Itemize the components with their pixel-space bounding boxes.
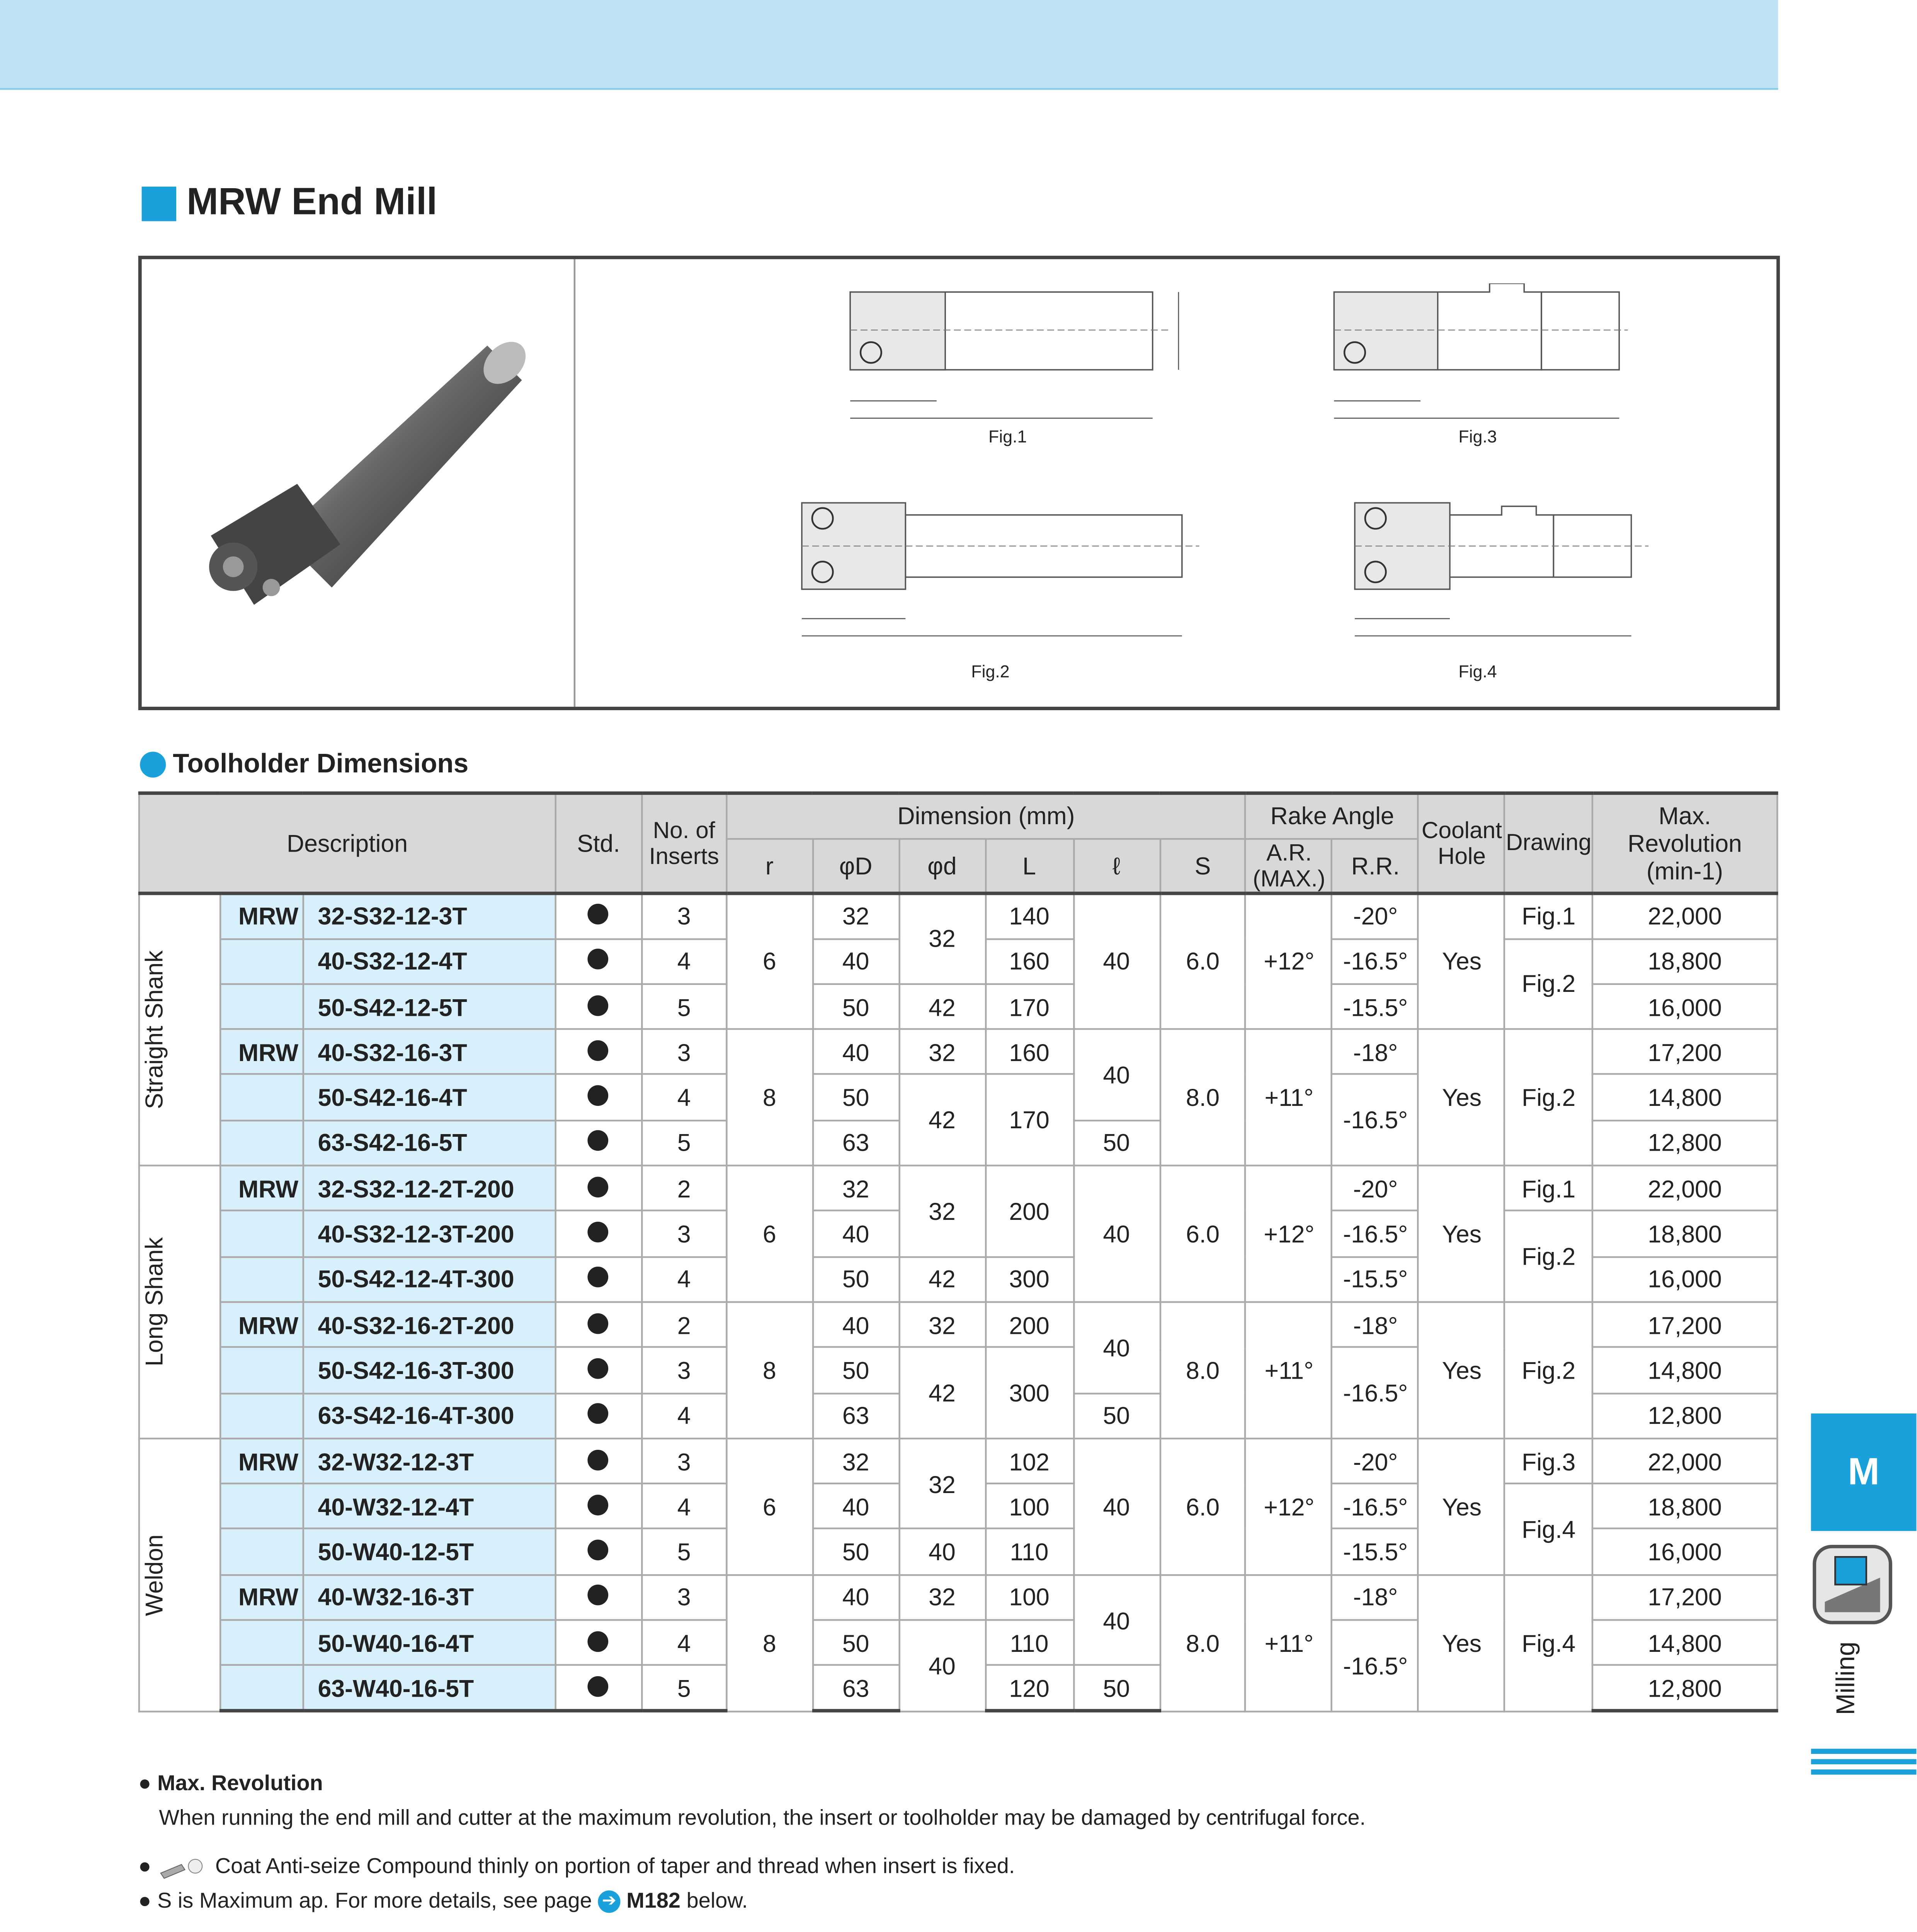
cell-D: 50: [813, 1075, 899, 1121]
col-ar-l2: (MAX.): [1253, 865, 1325, 891]
cell-inserts: 3: [642, 1211, 726, 1257]
col-ar: [1246, 838, 1332, 893]
std-dot: [588, 904, 609, 925]
note-s-max-ref[interactable]: M182: [626, 1888, 681, 1913]
std-dot: [588, 1449, 609, 1470]
cell-D: 40: [813, 1029, 899, 1075]
drawing-fig1: [833, 283, 1248, 456]
cell-rev: 16,000: [1592, 984, 1778, 1029]
cell-D: 32: [813, 1438, 899, 1484]
row-code: 50-W40-16-4T: [303, 1620, 556, 1666]
cell-inserts: 5: [642, 1529, 726, 1575]
cell-ar: +11°: [1246, 1029, 1332, 1166]
std-mark: [555, 1166, 641, 1211]
cell-d: 32: [899, 893, 985, 984]
cell-rev: 14,800: [1592, 1347, 1778, 1393]
series-blank: [220, 1665, 303, 1711]
std-mark: [555, 1438, 641, 1484]
cell-l: 40: [1073, 1029, 1160, 1120]
cell-rev: 22,000: [1592, 893, 1778, 939]
series-blank: [220, 1347, 303, 1393]
cell-D: 63: [813, 1665, 899, 1711]
header-band: [0, 0, 1778, 90]
std-mark: [555, 984, 641, 1029]
cell-D: 40: [813, 1575, 899, 1620]
cell-D: 32: [813, 893, 899, 939]
cell-D: 32: [813, 1166, 899, 1211]
cell-S: 8.0: [1160, 1575, 1246, 1711]
group-straight-label: Straight Shank: [140, 950, 168, 1109]
cell-drawing: Fig.4: [1505, 1575, 1592, 1711]
cell-d: 42: [899, 1257, 985, 1302]
note-s-max-text: S is Maximum ap. For more details, see page: [157, 1888, 592, 1913]
cell-coolant: Yes: [1419, 1029, 1505, 1166]
cell-rev: 14,800: [1592, 1075, 1778, 1121]
col-coolant-l1: Coolant: [1421, 817, 1502, 843]
std-mark: [555, 1484, 641, 1529]
cell-d: 32: [899, 1575, 985, 1620]
cell-d: 42: [899, 1075, 985, 1166]
cell-L: 110: [985, 1529, 1073, 1575]
cell-S: 8.0: [1160, 1029, 1246, 1166]
cell-inserts: 4: [642, 1075, 726, 1121]
cell-L: 300: [985, 1347, 1073, 1438]
series-label: MRW: [220, 1029, 303, 1075]
std-dot: [588, 1222, 609, 1243]
std-dot: [588, 1403, 609, 1424]
cell-ar: +11°: [1246, 1575, 1332, 1711]
col-rake-angle: Rake Angle: [1246, 793, 1419, 839]
cell-L: 160: [985, 1029, 1073, 1075]
std-mark: [555, 1211, 641, 1257]
cell-L: 102: [985, 1438, 1073, 1484]
cell-coolant: Yes: [1419, 1438, 1505, 1575]
cell-rr: -15.5°: [1332, 984, 1419, 1029]
std-dot: [588, 1585, 609, 1606]
cell-rr: -15.5°: [1332, 1529, 1419, 1575]
std-dot: [588, 1267, 609, 1288]
std-mark: [555, 1620, 641, 1666]
row-code: 50-W40-12-5T: [303, 1529, 556, 1575]
cell-d: 32: [899, 1438, 985, 1529]
toolholder-dimensions-table: [138, 791, 1778, 1713]
cell-D: 40: [813, 1302, 899, 1348]
cell-inserts: 4: [642, 1393, 726, 1439]
cell-coolant: Yes: [1419, 1166, 1505, 1302]
series-label: MRW: [220, 1438, 303, 1484]
cell-rr: -16.5°: [1332, 1075, 1419, 1166]
cell-l: 50: [1073, 1393, 1160, 1439]
cell-L: 200: [985, 1302, 1073, 1348]
note-max-rev: [138, 1771, 323, 1796]
milling-cutter-icon: [1811, 1543, 1894, 1626]
cell-coolant: Yes: [1419, 893, 1505, 1029]
col-ar-l1: A.R.: [1266, 839, 1312, 866]
note-anti-seize-text: Coat Anti-seize Compound thinly on portion of taper and thread when insert is fixed.: [215, 1854, 1015, 1879]
note-bullet: ●: [138, 1771, 151, 1796]
col-phid: φd: [899, 838, 985, 893]
note-max-rev-title: Max. Revolution: [157, 1771, 323, 1796]
cell-d: 42: [899, 1347, 985, 1438]
cell-rr: -20°: [1332, 1166, 1419, 1211]
row-code: 40-S32-12-3T-200: [303, 1211, 556, 1257]
series-blank: [220, 1620, 303, 1666]
cell-inserts: 4: [642, 1484, 726, 1529]
cell-d: 40: [899, 1529, 985, 1575]
cell-inserts: 3: [642, 1575, 726, 1620]
cell-rev: 22,000: [1592, 1438, 1778, 1484]
cell-inserts: 2: [642, 1302, 726, 1348]
group-straight: [139, 893, 220, 1166]
cell-d: 40: [899, 1620, 985, 1711]
drawing-fig4: [1337, 494, 1752, 667]
std-mark: [555, 1120, 641, 1166]
fig4-caption: Fig.4: [1458, 663, 1497, 683]
cell-l: 50: [1073, 1120, 1160, 1166]
std-dot: [588, 1176, 609, 1197]
cell-D: 63: [813, 1393, 899, 1439]
col-dimension: Dimension (mm): [726, 793, 1246, 839]
series-blank: [220, 1257, 303, 1302]
series-blank: [220, 1075, 303, 1121]
cell-l: 40: [1073, 1575, 1160, 1665]
cell-rr: -20°: [1332, 1438, 1419, 1484]
std-mark: [555, 1393, 641, 1439]
cell-rr: -20°: [1332, 893, 1419, 939]
section-title-dimensions: Toolholder Dimensions: [173, 750, 469, 779]
group-weldon: [139, 1438, 220, 1711]
page-title: MRW End Mill: [186, 180, 437, 223]
cell-d: 32: [899, 1166, 985, 1257]
cell-l: 50: [1073, 1665, 1160, 1711]
series-blank: [220, 1211, 303, 1257]
cell-rr: -18°: [1332, 1575, 1419, 1620]
cell-inserts: 3: [642, 1438, 726, 1484]
page-ref-arrow-icon: ➔: [598, 1891, 620, 1913]
row-code: 50-S42-16-4T: [303, 1075, 556, 1121]
row-code: 40-S32-16-3T: [303, 1029, 556, 1075]
cell-D: 40: [813, 939, 899, 984]
cell-rr: -16.5°: [1332, 1347, 1419, 1438]
fig1-caption: Fig.1: [988, 429, 1027, 448]
cell-D: 63: [813, 1120, 899, 1166]
end-mill-photo: [176, 328, 539, 639]
cell-rev: 18,800: [1592, 939, 1778, 984]
cell-d: 32: [899, 1029, 985, 1075]
col-rr: R.R.: [1332, 838, 1419, 893]
cell-D: 40: [813, 1484, 899, 1529]
cell-L: 100: [985, 1484, 1073, 1529]
cell-drawing: Fig.4: [1505, 1484, 1592, 1575]
std-mark: [555, 1257, 641, 1302]
cell-r: 6: [726, 1166, 813, 1302]
cell-L: 100: [985, 1575, 1073, 1620]
std-dot: [588, 1085, 609, 1106]
std-mark: [555, 1302, 641, 1348]
side-tab-letter[interactable]: M: [1811, 1413, 1917, 1531]
std-mark: [555, 1347, 641, 1393]
cell-rr: -18°: [1332, 1029, 1419, 1075]
col-r: r: [726, 838, 813, 893]
std-dot: [588, 949, 609, 970]
cell-drawing: Fig.3: [1505, 1438, 1592, 1484]
group-long-label: Long Shank: [140, 1237, 168, 1367]
cell-drawing: Fig.2: [1505, 1302, 1592, 1439]
fig2-caption: Fig.2: [971, 663, 1010, 683]
col-max-rev-l2: Revolution: [1628, 829, 1742, 857]
cell-rev: 12,800: [1592, 1665, 1778, 1711]
cell-inserts: 4: [642, 1620, 726, 1666]
cell-rev: 18,800: [1592, 1484, 1778, 1529]
cell-D: 50: [813, 1257, 899, 1302]
series-blank: [220, 939, 303, 984]
drawing-fig2: [784, 494, 1234, 667]
cell-inserts: 4: [642, 1257, 726, 1302]
std-mark: [555, 1529, 641, 1575]
cell-inserts: 5: [642, 984, 726, 1029]
col-inserts-l1: No. of: [653, 817, 715, 843]
col-max-rev: [1592, 793, 1778, 893]
row-code: 50-S42-12-5T: [303, 984, 556, 1029]
cell-coolant: Yes: [1419, 1575, 1505, 1711]
group-long: [139, 1166, 220, 1439]
col-S: S: [1160, 838, 1246, 893]
cell-rr: -18°: [1332, 1302, 1419, 1348]
cell-inserts: 5: [642, 1120, 726, 1166]
cell-ar: +12°: [1246, 1438, 1332, 1575]
std-dot: [588, 1131, 609, 1152]
col-description: Description: [139, 793, 555, 893]
cell-l: 40: [1073, 1166, 1160, 1302]
cell-D: 40: [813, 1211, 899, 1257]
note-bullet: ●: [138, 1854, 151, 1879]
cell-rr: -16.5°: [1332, 1211, 1419, 1257]
cell-l: 40: [1073, 1438, 1160, 1575]
std-mark: [555, 1075, 641, 1121]
row-code: 50-S42-16-3T-300: [303, 1347, 556, 1393]
series-blank: [220, 1484, 303, 1529]
note-s-max: [138, 1889, 748, 1913]
row-code: 63-W40-16-5T: [303, 1665, 556, 1711]
series-label: MRW: [220, 1302, 303, 1348]
cell-inserts: 5: [642, 1665, 726, 1711]
row-code: 40-S32-12-4T: [303, 939, 556, 984]
col-l: ℓ: [1073, 838, 1160, 893]
cell-drawing: Fig.2: [1505, 939, 1592, 1029]
std-dot: [588, 1676, 609, 1697]
panel-divider: [574, 259, 575, 707]
std-dot: [588, 1040, 609, 1061]
std-dot: [588, 1631, 609, 1651]
cell-rr: -15.5°: [1332, 1257, 1419, 1302]
col-phiD: φD: [813, 838, 899, 893]
cell-rev: 16,000: [1592, 1529, 1778, 1575]
cell-L: 170: [985, 984, 1073, 1029]
cell-drawing: Fig.2: [1505, 1029, 1592, 1166]
cell-inserts: 2: [642, 1166, 726, 1211]
cell-D: 50: [813, 984, 899, 1029]
group-weldon-label: Weldon: [140, 1534, 168, 1616]
cell-D: 50: [813, 1620, 899, 1666]
cell-coolant: Yes: [1419, 1302, 1505, 1439]
cell-L: 170: [985, 1075, 1073, 1166]
cell-drawing: Fig.2: [1505, 1211, 1592, 1302]
std-mark: [555, 1029, 641, 1075]
col-coolant-l2: Hole: [1437, 843, 1486, 869]
std-dot: [588, 1358, 609, 1379]
cell-inserts: 3: [642, 1347, 726, 1393]
std-dot: [588, 1494, 609, 1515]
cell-L: 160: [985, 939, 1073, 984]
cell-rev: 18,800: [1592, 1211, 1778, 1257]
cell-l: 40: [1073, 1302, 1160, 1393]
cell-l: 40: [1073, 893, 1160, 1029]
cell-r: 8: [726, 1575, 813, 1711]
note-bullet: ●: [138, 1888, 151, 1913]
col-max-rev-l3: (min-1): [1646, 857, 1723, 885]
col-std: Std.: [555, 793, 641, 893]
cell-rev: 17,200: [1592, 1029, 1778, 1075]
std-mark: [555, 939, 641, 984]
cell-D: 50: [813, 1529, 899, 1575]
std-mark: [555, 1575, 641, 1620]
side-tab-stripes: [1811, 1745, 1917, 1780]
cell-rev: 17,200: [1592, 1302, 1778, 1348]
cell-S: 6.0: [1160, 893, 1246, 1029]
wrench-tube-icon: [157, 1857, 209, 1878]
cell-L: 140: [985, 893, 1073, 939]
cell-drawing: Fig.1: [1505, 1166, 1592, 1211]
section-bullet: [140, 752, 166, 777]
std-dot: [588, 995, 609, 1015]
row-code: 50-S42-12-4T-300: [303, 1257, 556, 1302]
cell-r: 6: [726, 893, 813, 1029]
cell-ar: +12°: [1246, 1166, 1332, 1302]
cell-S: 8.0: [1160, 1302, 1246, 1439]
note-s-max-post: below.: [686, 1888, 748, 1913]
series-blank: [220, 1393, 303, 1439]
col-L: L: [985, 838, 1073, 893]
note-anti-seize: [138, 1854, 1015, 1878]
cell-D: 50: [813, 1347, 899, 1393]
cell-r: 8: [726, 1029, 813, 1166]
note-max-rev-body: When running the end mill and cutter at the maximum revolution, the insert or toolholder may be damaged by centrifugal force.: [159, 1806, 1366, 1830]
cell-inserts: 3: [642, 1029, 726, 1075]
cell-rev: 16,000: [1592, 1257, 1778, 1302]
row-code: 32-S32-12-2T-200: [303, 1166, 556, 1211]
row-code: 40-W32-12-4T: [303, 1484, 556, 1529]
col-inserts: [642, 793, 726, 893]
cell-inserts: 3: [642, 893, 726, 939]
cell-rev: 12,800: [1592, 1120, 1778, 1166]
cell-L: 300: [985, 1257, 1073, 1302]
cell-rr: -16.5°: [1332, 939, 1419, 984]
series-blank: [220, 1529, 303, 1575]
fig3-caption: Fig.3: [1458, 429, 1497, 448]
cell-rr: -16.5°: [1332, 1484, 1419, 1529]
std-mark: [555, 1665, 641, 1711]
cell-drawing: Fig.1: [1505, 893, 1592, 939]
cell-S: 6.0: [1160, 1166, 1246, 1302]
cell-rev: 22,000: [1592, 1166, 1778, 1211]
row-code: 63-S42-16-4T-300: [303, 1393, 556, 1439]
col-coolant: [1419, 793, 1505, 893]
cell-ar: +12°: [1246, 893, 1332, 1029]
col-max-rev-l1: Max.: [1658, 801, 1711, 830]
cell-rev: 12,800: [1592, 1393, 1778, 1439]
series-label: MRW: [220, 1575, 303, 1620]
row-code: 63-S42-16-5T: [303, 1120, 556, 1166]
cell-L: 200: [985, 1166, 1073, 1257]
std-dot: [588, 1540, 609, 1561]
col-inserts-l2: Inserts: [649, 843, 719, 869]
cell-S: 6.0: [1160, 1438, 1246, 1575]
std-mark: [555, 893, 641, 939]
cell-ar: +11°: [1246, 1302, 1332, 1439]
row-code: 32-S32-12-3T: [303, 893, 556, 939]
row-code: 40-S32-16-2T-200: [303, 1302, 556, 1348]
series-label: MRW: [220, 893, 303, 939]
cell-rr: -16.5°: [1332, 1620, 1419, 1711]
cell-rev: 14,800: [1592, 1620, 1778, 1666]
series-blank: [220, 984, 303, 1029]
series-label: MRW: [220, 1166, 303, 1211]
cell-d: 32: [899, 1302, 985, 1348]
cell-r: 8: [726, 1302, 813, 1439]
cell-rev: 17,200: [1592, 1575, 1778, 1620]
product-figure-panel: [138, 256, 1780, 710]
row-code: 40-W32-16-3T: [303, 1575, 556, 1620]
cell-L: 120: [985, 1665, 1073, 1711]
side-tab-milling: Milling: [1832, 1641, 1861, 1715]
std-dot: [588, 1313, 609, 1333]
cell-d: 42: [899, 984, 985, 1029]
cell-inserts: 4: [642, 939, 726, 984]
col-drawing: Drawing: [1505, 793, 1592, 893]
series-blank: [220, 1120, 303, 1166]
row-code: 32-W32-12-3T: [303, 1438, 556, 1484]
cell-L: 110: [985, 1620, 1073, 1666]
cell-r: 6: [726, 1438, 813, 1575]
drawing-fig3: [1317, 283, 1732, 456]
title-marker: [142, 187, 176, 221]
